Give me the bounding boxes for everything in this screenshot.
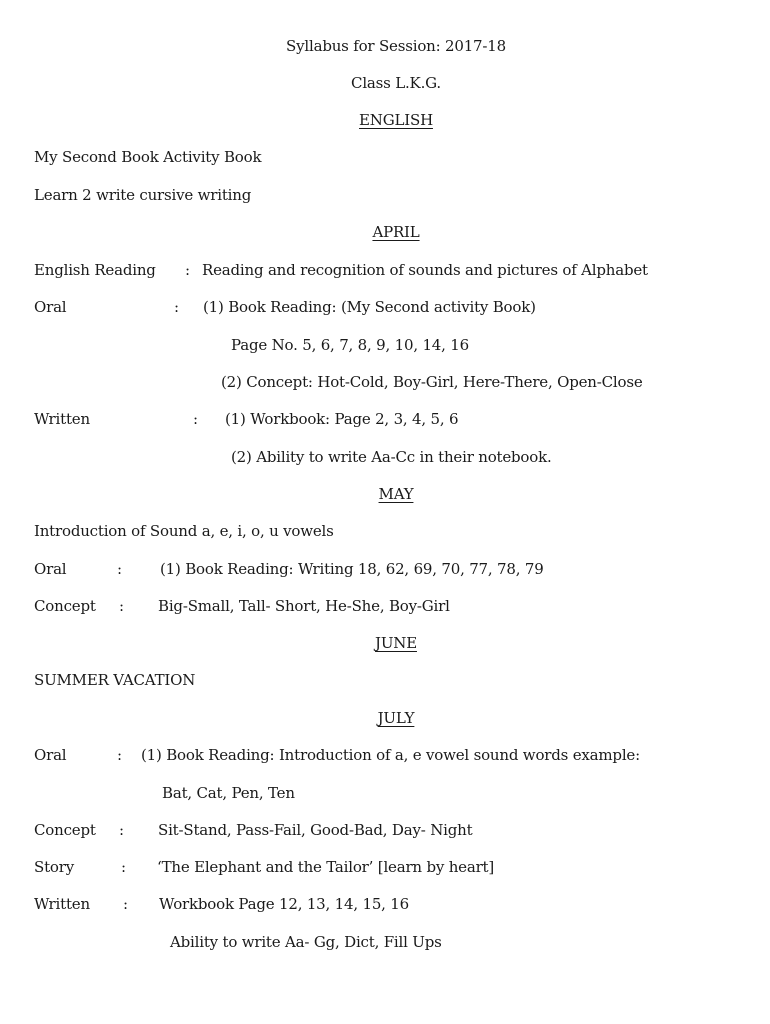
story-text: ‘The Elephant and the Tailor’ [learn by heart] (157, 858, 495, 876)
class-title: Class L.K.G. (351, 74, 441, 92)
oral-book-reading: (1) Book Reading: Introduction of a, e vowel sound words example: (141, 746, 640, 764)
month-heading-july: JULY (377, 709, 415, 727)
colon: : (185, 261, 190, 279)
summer-vacation: SUMMER VACATION (34, 671, 196, 689)
colon: : (119, 821, 124, 839)
vowel-intro: Introduction of Sound a, e, i, o, u vowels (34, 522, 334, 540)
colon: : (117, 560, 122, 578)
label-written: Written (34, 410, 90, 428)
label-oral: Oral (34, 298, 67, 316)
month-heading-may: MAY (378, 485, 414, 503)
month-heading-june: JUNE (375, 634, 417, 652)
written-workbook: (1) Workbook: Page 2, 3, 4, 5, 6 (225, 410, 459, 428)
book-title: My Second Book Activity Book (34, 148, 262, 166)
oral-examples: Bat, Cat, Pen, Ten (162, 784, 295, 802)
colon: : (117, 746, 122, 764)
label-concept: Concept (34, 597, 96, 615)
written-ability: Ability to write Aa- Gg, Dict, Fill Ups (170, 933, 442, 951)
colon: : (123, 895, 128, 913)
session-title: Syllabus for Session: 2017-18 (286, 37, 506, 55)
colon: : (193, 410, 198, 428)
colon: : (121, 858, 126, 876)
book-title-cursive: Learn 2 write cursive writing (34, 186, 252, 204)
concept-text: Big-Small, Tall- Short, He-She, Boy-Girl (158, 597, 450, 615)
oral-book-reading: (1) Book Reading: Writing 18, 62, 69, 70, 77, 78, 79 (160, 560, 544, 578)
oral-concept: (2) Concept: Hot-Cold, Boy-Girl, Here-There, Open-Close (221, 373, 643, 391)
label-oral: Oral (34, 560, 67, 578)
written-workbook: Workbook Page 12, 13, 14, 15, 16 (159, 895, 409, 913)
oral-book-reading: (1) Book Reading: (My Second activity Book) (203, 298, 536, 316)
month-heading-april: APRIL (372, 223, 420, 241)
concept-text: Sit-Stand, Pass-Fail, Good-Bad, Day- Night (158, 821, 473, 839)
written-ability: (2) Ability to write Aa-Cc in their notebook. (231, 448, 552, 466)
oral-pages: Page No. 5, 6, 7, 8, 9, 10, 14, 16 (231, 336, 469, 354)
colon: : (119, 597, 124, 615)
colon: : (174, 298, 179, 316)
label-story: Story (34, 858, 74, 876)
label-english-reading: English Reading (34, 261, 156, 279)
subject-heading: ENGLISH (359, 111, 433, 129)
label-written: Written (34, 895, 90, 913)
english-reading-text: Reading and recognition of sounds and pictures of Alphabet (202, 261, 648, 279)
label-concept: Concept (34, 821, 96, 839)
label-oral: Oral (34, 746, 67, 764)
